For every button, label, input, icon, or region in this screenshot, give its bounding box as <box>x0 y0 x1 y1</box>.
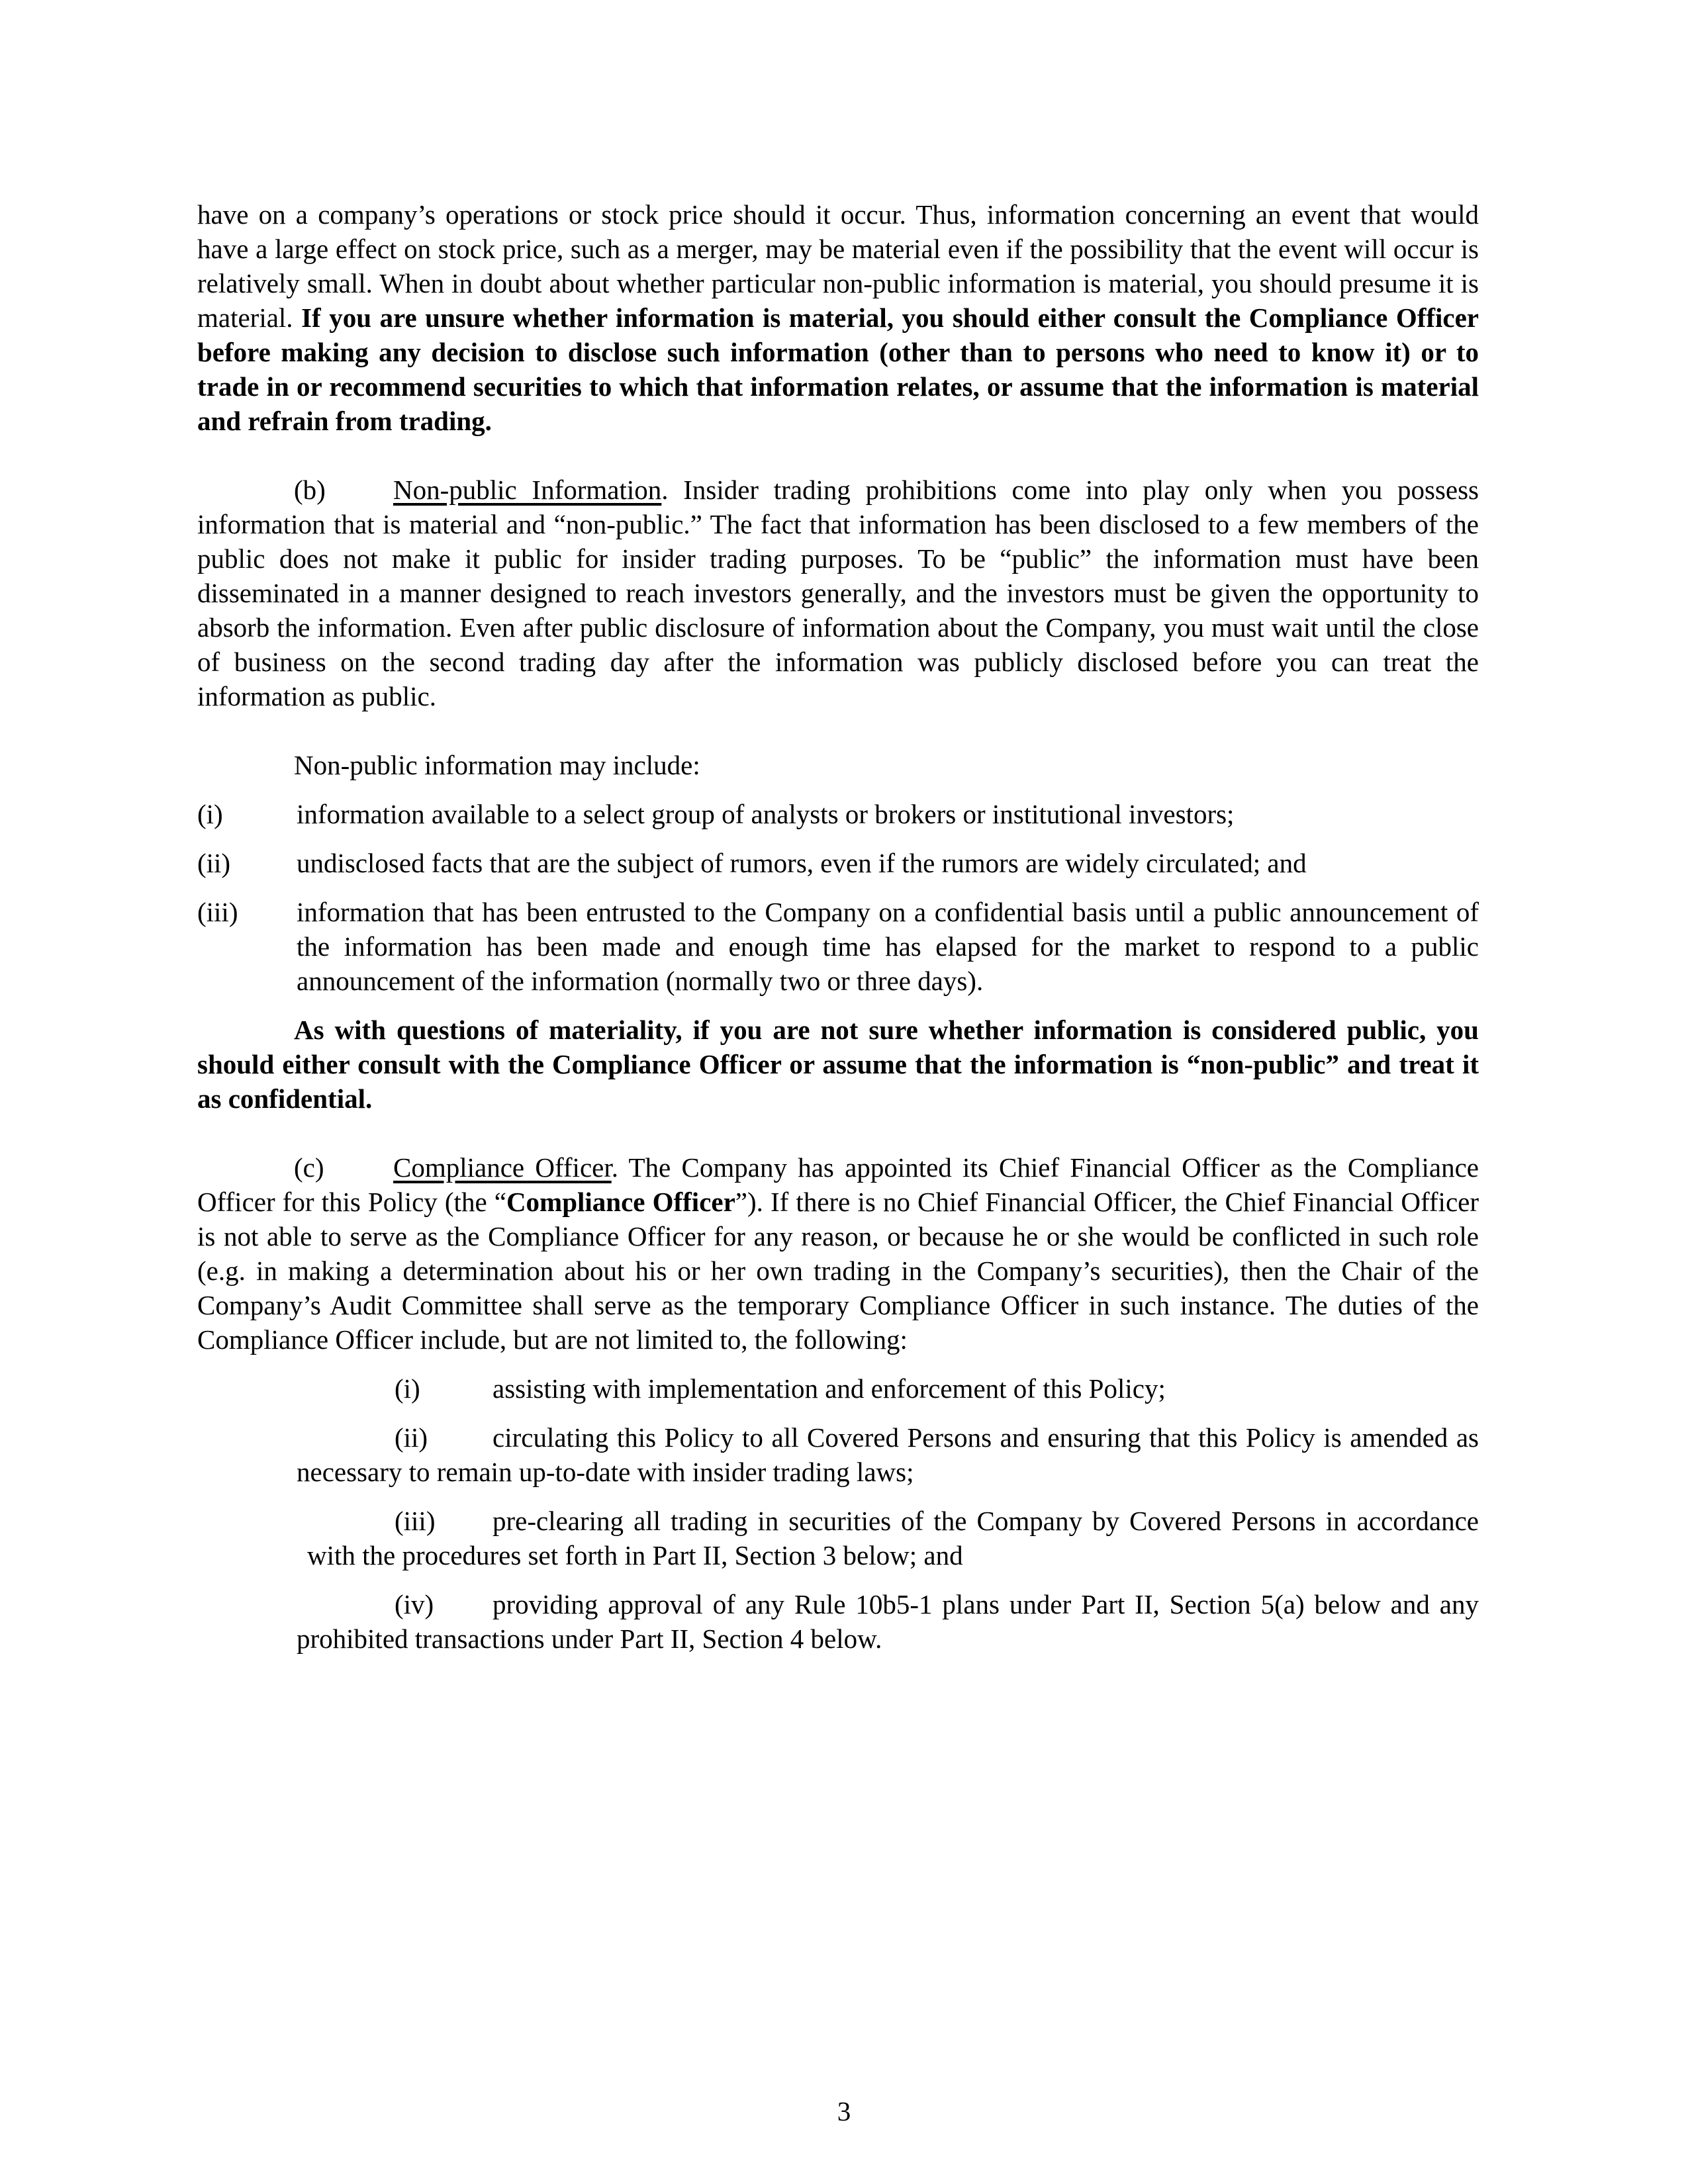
section-b-label: (b) <box>294 475 326 505</box>
section-b-text: . Insider trading prohibitions come into play only when you possess information that is material and “non-public.” The fact that information has been disclosed to a few members of the public does not make it public for insider trading purposes. To be “public” the information must have been disseminated in a manner designed to reach investors generally, and the investors must be given the opportunity to absorb the information. Even after public disclosure of information about the Company, you must wait until the close of business on the second trading day after the information was publicly disclosed before you can treat the information as public. <box>197 475 1479 711</box>
duty-item <box>307 1504 1479 1572</box>
nonpublic-information-paragraph <box>197 473 1479 713</box>
list-item-number: (iii) <box>197 897 238 927</box>
public-consult-paragraph <box>197 1013 1479 1116</box>
list-item-text: information that has been entrusted to the Company on a confidential basis until a public announcement of the information has been made and enough time has elapsed for the market to respond to a public announcement of the information (normally two or three days). <box>297 897 1479 996</box>
duty-item <box>297 1420 1479 1489</box>
list-item <box>197 895 1479 998</box>
duty-item-text: assisting with implementation and enforcement of this Policy; <box>492 1373 1166 1404</box>
duty-item-text: circulating this Policy to all Covered Persons and ensuring that this Policy is amended as necessary to remain up-to-date with insider trading laws; <box>297 1422 1479 1487</box>
duty-item-number: (iii) <box>395 1506 436 1536</box>
materiality-paragraph <box>197 197 1479 438</box>
list-item-number: (ii) <box>197 848 231 878</box>
list-item-text: information available to a select group of analysts or brokers or institutional investors; <box>297 799 1235 829</box>
section-b-heading: Non-public Information <box>393 475 662 505</box>
list-item-number: (i) <box>197 799 223 829</box>
duty-item-text: providing approval of any Rule 10b5-1 plans under Part II, Section 5(a) below and any prohibited transactions under Part II, Section 4 below. <box>297 1589 1479 1654</box>
list-item <box>197 846 1479 880</box>
duty-item-number: (iv) <box>395 1589 434 1619</box>
page-body <box>197 197 1479 1656</box>
page-number: 3 <box>837 2096 851 2126</box>
compliance-officer-paragraph <box>197 1150 1479 1357</box>
section-c-text-2: ”). If there is no Chief Financial Officer, the Chief Financial Officer is not able to serve as the Compliance Officer for any reason, or because he or she would be conflicted in such role (e.g. in making a determination about his or her own trading in the Company’s securities), then the Chair of the Company’s Audit Committee shall serve as the temporary Compliance Officer in such instance. The duties of the Compliance Officer include, but are not limited to, the following: <box>197 1187 1479 1355</box>
duty-item-text: pre-clearing all trading in securities of the Company by Covered Persons in accordance with the procedures set forth in Part II, Section 3 below; and <box>307 1506 1479 1570</box>
list-item-text: undisclosed facts that are the subject of rumors, even if the rumors are widely circulated; and <box>297 848 1307 878</box>
nonpublic-intro: Non-public information may include: <box>294 750 700 780</box>
duty-item <box>297 1587 1479 1656</box>
list-item <box>197 797 1479 831</box>
public-consult-bold-text: As with questions of materiality, if you are not sure whether information is considered public, you should either consult with the Compliance Officer or assume that the information is “non-public” and treat it as confidential. <box>197 1015 1479 1114</box>
duty-item-number: (i) <box>395 1373 420 1404</box>
duty-item-number: (ii) <box>395 1422 428 1453</box>
section-c-text-1: . The Company has appointed its Chief Financial Officer as the Compliance Officer for this Policy (the “ <box>197 1152 1479 1217</box>
section-c-defined-term: Compliance Officer <box>506 1187 735 1217</box>
section-c-label: (c) <box>294 1152 324 1183</box>
materiality-text: have on a company’s operations or stock price should it occur. Thus, information concerning an event that would have a large effect on stock price, such as a merger, may be material even if the possibility that the event will occur is relatively small. When in doubt about whether particular non-public information is material, you should presume it is material. <box>197 199 1479 333</box>
duty-item <box>297 1371 1479 1406</box>
section-c-heading: Compliance Officer <box>393 1152 612 1183</box>
materiality-bold-text: If you are unsure whether information is material, you should either consult the Compliance Officer before making any decision to disclose such information (other than to persons who need to know it) or to trade in or recommend securities to which that information relates, or assume that the information is material and refrain from trading. <box>197 302 1479 436</box>
